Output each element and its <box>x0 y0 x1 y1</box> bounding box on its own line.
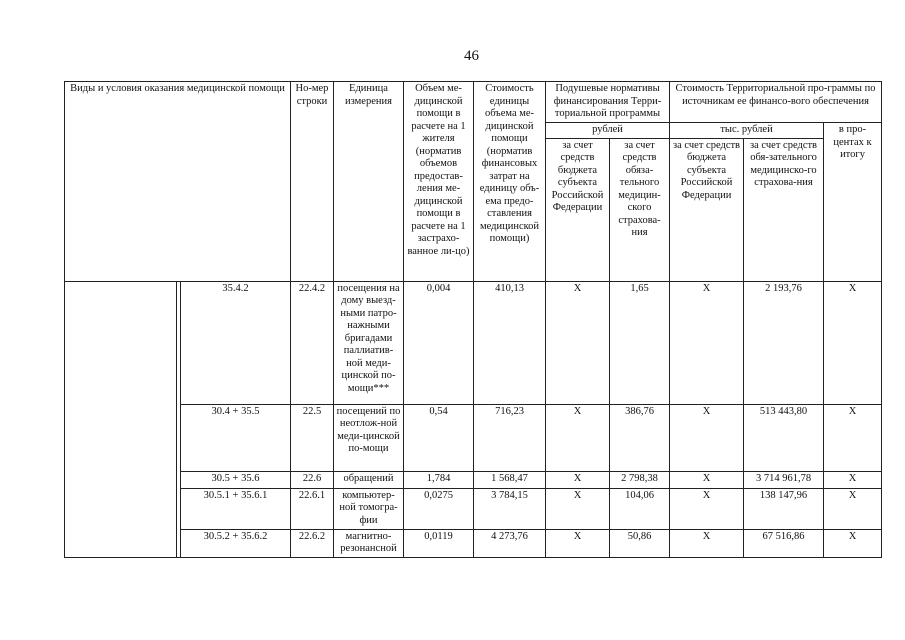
row-total-oms: 2 193,76 <box>744 281 824 404</box>
row-pc-budget: X <box>546 488 610 529</box>
row-unit: посещения на дому выезд-ными патро-нажными бригадами паллиатив-ной меди-цинской по-мощи*** <box>334 281 404 404</box>
table-row <box>65 404 882 471</box>
header-total-oms: за счет средств обя-зательного медицинско-го страхова-ния <box>744 138 824 281</box>
header-pc-budget: за счет средств бюджета субъекта Российской Федерации <box>546 138 610 281</box>
row-pc-budget: X <box>546 529 610 557</box>
row-cost: 4 273,76 <box>474 529 546 557</box>
header-total-cost: Стоимость Территориальной про-граммы по источникам ее финансо-вого обеспечения <box>670 82 882 123</box>
row-total-budget: X <box>670 404 744 471</box>
row-percent: X <box>824 488 882 529</box>
row-code: 30.5 + 35.6 <box>181 471 291 488</box>
row-total-budget: X <box>670 488 744 529</box>
row-volume: 0,0275 <box>404 488 474 529</box>
row-code: 30.5.1 + 35.6.1 <box>181 488 291 529</box>
row-pc-oms: 1,65 <box>610 281 670 404</box>
row-pc-budget: X <box>546 281 610 404</box>
row-pc-oms: 386,76 <box>610 404 670 471</box>
row-unit: магнитно-резонансной <box>334 529 404 557</box>
table-row <box>65 471 882 488</box>
row-unit: посещений по неотлож-ной меди-цинской по-мощи <box>334 404 404 471</box>
row-total-oms: 513 443,80 <box>744 404 824 471</box>
row-cost: 716,23 <box>474 404 546 471</box>
row-pc-budget: X <box>546 404 610 471</box>
row-pc-oms: 50,86 <box>610 529 670 557</box>
row-pc-budget: X <box>546 471 610 488</box>
row-total-oms: 138 147,96 <box>744 488 824 529</box>
table-row <box>65 529 882 557</box>
header-per-capita: Подушевые нормативы финансирования Терри-ториальной программы <box>546 82 670 123</box>
header-line-number: Но-мер строки <box>291 82 334 282</box>
row-cost: 1 568,47 <box>474 471 546 488</box>
table-row <box>65 281 882 404</box>
row-total-oms: 67 516,86 <box>744 529 824 557</box>
header-pc-oms: за счет средств обяза-тельного медицин-ского страхова-ния <box>610 138 670 281</box>
header-volume: Объем ме-дицинской помощи в расчете на 1 жителя (норматив объемов предостав-ления ме-дицинской помощи в расчете на 1 застрахо-ванное ли-цо) <box>404 82 474 282</box>
header-per-capita-unit: рублей <box>546 123 670 139</box>
row-line: 22.6 <box>291 471 334 488</box>
header-total-budget: за счет средств бюджета субъекта Российской Федерации <box>670 138 744 281</box>
row-percent: X <box>824 471 882 488</box>
row-line: 22.4.2 <box>291 281 334 404</box>
row-cost: 410,13 <box>474 281 546 404</box>
row-cost: 3 784,15 <box>474 488 546 529</box>
row-line: 22.6.1 <box>291 488 334 529</box>
row-total-budget: X <box>670 471 744 488</box>
row-total-oms: 3 714 961,78 <box>744 471 824 488</box>
row-volume: 0,004 <box>404 281 474 404</box>
row-total-budget: X <box>670 281 744 404</box>
header-total-unit: тыс. рублей <box>670 123 824 139</box>
row-percent: X <box>824 281 882 404</box>
row-line: 22.5 <box>291 404 334 471</box>
financing-table <box>64 81 882 558</box>
header-unit: Единица измерения <box>334 82 404 282</box>
header-kinds: Виды и условия оказания медицинской помощи <box>65 82 291 282</box>
row-code: 35.4.2 <box>181 281 291 404</box>
row-code: 30.4 + 35.5 <box>181 404 291 471</box>
group-cell <box>65 281 177 557</box>
row-percent: X <box>824 529 882 557</box>
row-pc-oms: 104,06 <box>610 488 670 529</box>
row-percent: X <box>824 404 882 471</box>
row-volume: 1,784 <box>404 471 474 488</box>
page-number: 46 <box>464 48 479 64</box>
row-total-budget: X <box>670 529 744 557</box>
row-line: 22.6.2 <box>291 529 334 557</box>
header-percent: в про-центах к итогу <box>824 123 882 282</box>
row-unit: компьютер-ной томогра-фии <box>334 488 404 529</box>
row-code: 30.5.2 + 35.6.2 <box>181 529 291 557</box>
header-cost: Стоимость единицы объема ме-дицинской помощи (норматив финансовых затрат на единицу объ-ема предо-ставления медицинской помощи) <box>474 82 546 282</box>
row-volume: 0,54 <box>404 404 474 471</box>
table-row <box>65 488 882 529</box>
row-volume: 0,0119 <box>404 529 474 557</box>
row-pc-oms: 2 798,38 <box>610 471 670 488</box>
row-unit: обращений <box>334 471 404 488</box>
